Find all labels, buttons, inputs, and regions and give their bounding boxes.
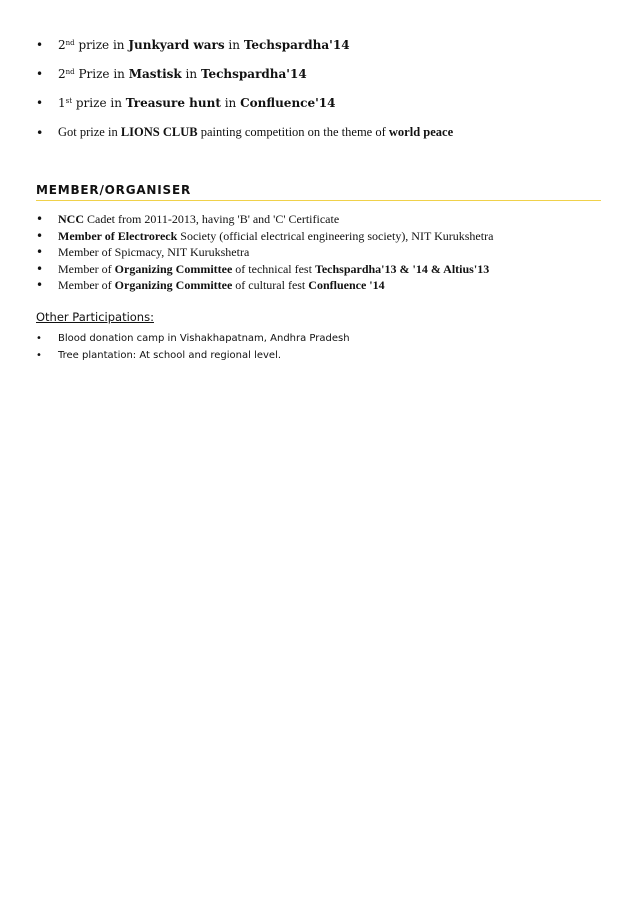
list-item: • Blood donation camp in Vishakhapatnam, Andhra Pradesh [0,330,620,347]
other-participations-list [0,330,620,364]
list-item: • Tree plantation: At school and regional level. [0,347,620,364]
member-list [0,211,620,294]
list-item: • Member of Organizing Committee of technical fest Techspardha'13 & '14 & Altius'13 [0,261,620,278]
section-title: MEMBER/ORGANISER [36,183,601,201]
prizes-list [0,38,620,154]
list-item: • 2nd prize in Junkyard wars in Techspardha'14 [0,38,620,53]
list-item: • NCC Cadet from 2011-2013, having 'B' and 'C' Certificate [0,211,620,228]
list-item: • Member of Electroreck Society (official electrical engineering society), NIT Kurukshetra [0,228,620,245]
list-item: • 1st prize in Treasure hunt in Confluence'14 [0,96,620,111]
other-participations-heading: Other Participations: [36,310,154,324]
list-item: • 2nd Prize in Mastisk in Techspardha'14 [0,67,620,82]
list-item: • Member of Organizing Committee of cultural fest Confluence '14 [0,277,620,294]
list-item: • Member of Spicmacy, NIT Kurukshetra [0,244,620,261]
list-item: • Got prize in LIONS CLUB painting competition on the theme of world peace [0,125,620,140]
